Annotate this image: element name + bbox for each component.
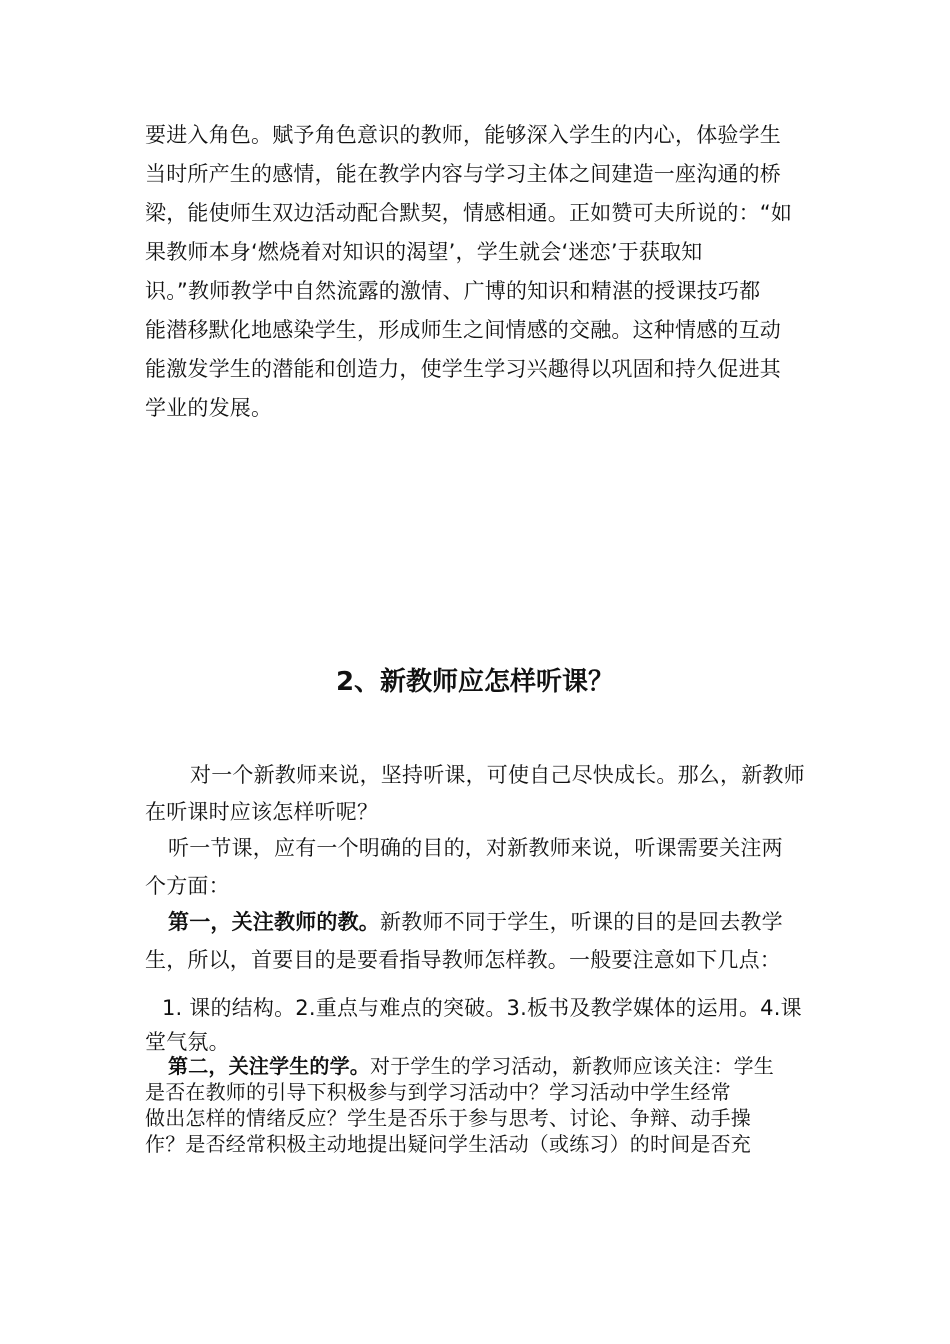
paragraph6-line: 作？是否经常积极主动地提出疑问学生活动（或练习）的时间是否充 (145, 1132, 751, 1156)
paragraph6-line: 做出怎样的情绪反应？学生是否乐于参与思考、讨论、争辩、动手操 (145, 1106, 751, 1130)
section-heading: 2、新教师应怎样听课？ (335, 667, 615, 697)
paragraph6-line (168, 1052, 833, 1080)
paragraph6-bold-lead: 第二，关注学生的学。 (168, 1054, 370, 1078)
paragraph5-line: 堂气氛。 (145, 1030, 230, 1054)
paragraph1-line: 能潜移默化地感染学生，形成师生之间情感的交融。这种情感的互动 (145, 318, 781, 342)
paragraph1-line: 识。”教师教学中自然流露的激情、广博的知识和精湛的授课技巧都 (145, 279, 761, 303)
paragraph1-line: 梁，能使师生双边活动配合默契，情感相通。正如赞可夫所说的：“如 (145, 201, 793, 225)
paragraph5-line: 1. 课的结构。2.重点与难点的突破。3.板书及教学媒体的运用。4.课 (162, 996, 802, 1020)
paragraph1-line: 当时所产生的感情，能在教学内容与学习主体之间建造一座沟通的桥 (145, 162, 781, 186)
paragraph4-line (168, 904, 833, 940)
paragraph4-text: 新教师不同于学生，听课的目的是回去教学 (380, 910, 783, 934)
paragraph6-line: 是否在教师的引导下积极参与到学习活动中？学习活动中学生经常 (145, 1080, 731, 1104)
paragraph3-line: 听一节课，应有一个明确的目的，对新教师来说，听课需要关注两 (168, 836, 783, 860)
paragraph1-line: 果教师本身‘燃烧着对知识的渴望’，学生就会‘迷恋’于获取知 (145, 240, 703, 264)
paragraph1-line: 能激发学生的潜能和创造力，使学生学习兴趣得以巩固和持久促进其 (145, 357, 781, 381)
paragraph2-line: 在听课时应该怎样听呢？ (145, 800, 379, 824)
paragraph4-bold-lead: 第一，关注教师的教。 (168, 910, 380, 934)
paragraph6-text: 对于学生的学习活动，新教师应该关注：学生 (370, 1054, 774, 1078)
paragraph1-line: 学业的发展。 (145, 396, 273, 420)
paragraph2-line: 对一个新教师来说，坚持听课，可使自己尽快成长。那么，新教师 (190, 763, 805, 787)
paragraph1-line: 要进入角色。赋予角色意识的教师，能够深入学生的内心，体验学生 (145, 123, 781, 147)
paragraph4-line: 生，所以，首要目的是要看指导教师怎样教。一般要注意如下几点： (145, 948, 781, 972)
paragraph3-line: 个方面： (145, 874, 230, 898)
